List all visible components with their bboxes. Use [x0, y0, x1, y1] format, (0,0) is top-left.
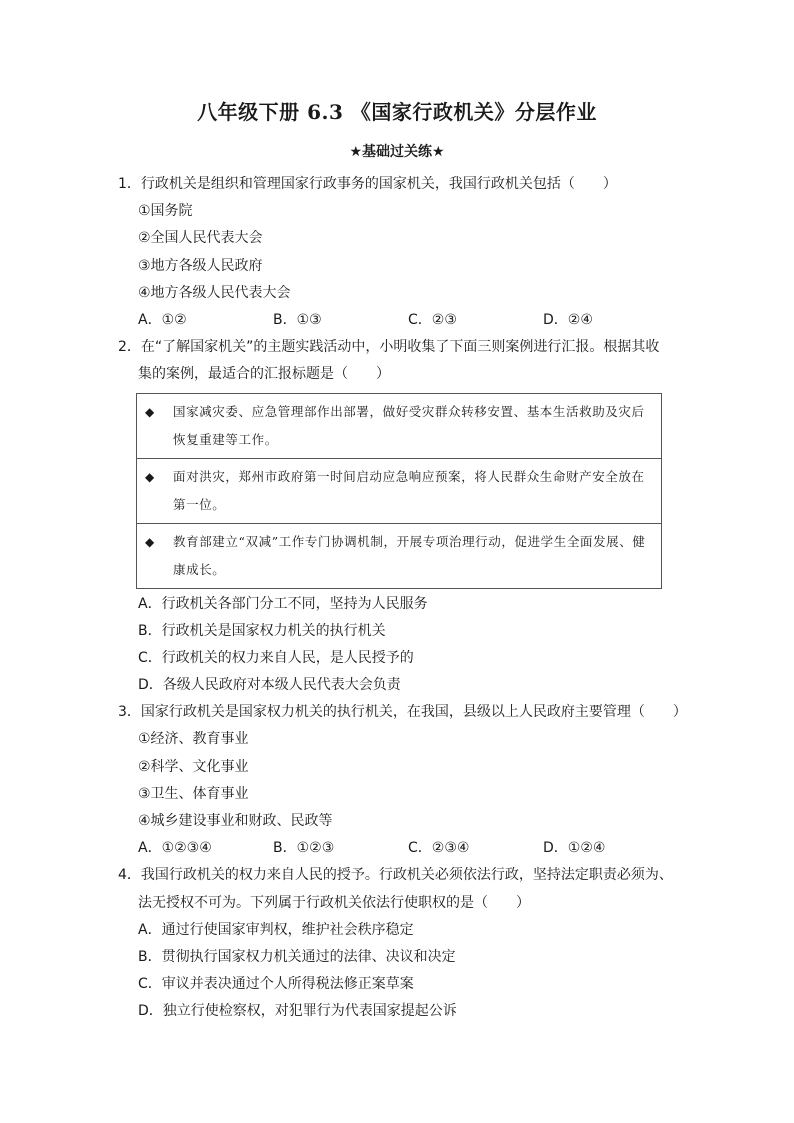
diamond-bullet-icon: ◆: [145, 534, 155, 549]
question-3-item-3: ③卫生、体育事业: [138, 785, 249, 802]
question-3-options: [118, 835, 678, 862]
question-2-option-d[interactable]: D．各级人民政府对本级人民代表大会负责: [138, 677, 401, 694]
question-3-option-a[interactable]: A．①②③④: [138, 840, 212, 857]
diamond-bullet-icon: ◆: [145, 404, 155, 419]
question-4-option-c[interactable]: C．审议并表决通过个人所得税法修正案草案: [138, 976, 414, 993]
question-1-stem: 1．行政机关是组织和管理国家行政事务的国家机关，我国行政机关包括（ ）: [118, 176, 617, 192]
question-1-option-b[interactable]: B．①③: [273, 311, 322, 328]
question-3-item-4: ④城乡建设事业和财政、民政等: [138, 813, 333, 829]
question-2-option-a[interactable]: A．行政机关各部门分工不同，坚持为人民服务: [138, 595, 428, 612]
question-4-stem-line-2: 法无授权不可为。下列属于行政机关依法行使职权的是（ ）: [138, 894, 530, 911]
question-4: [118, 862, 678, 1025]
question-4-option-a[interactable]: A．通过行使国家审判权，维护社会秩序稳定: [138, 921, 414, 938]
question-1-item-2: ②全国人民代表大会: [138, 230, 263, 247]
case-box: [136, 393, 662, 589]
question-3-stem: 3．国家行政机关是国家权力机关的执行机关，在我国，县级以上人民政府主要管理（ ）: [118, 704, 687, 721]
question-3-option-b[interactable]: B．①②③: [273, 840, 335, 857]
question-2-option-b[interactable]: B．行政机关是国家权力机关的执行机关: [138, 622, 386, 639]
page-title: 八年级下册 6.3 《国家行政机关》分层作业: [197, 100, 597, 124]
case-item: [137, 394, 661, 458]
question-1-item-4: ④地方各级人民代表大会: [138, 284, 291, 301]
question-3-option-d[interactable]: D．①②④: [543, 840, 606, 857]
question-1: [118, 171, 678, 334]
question-3: [118, 699, 687, 862]
case-text: 教育部建立“双减”工作专门协调机制，开展专项治理行动，促进学生全面发展、健康成长。: [173, 533, 646, 577]
question-4-option-d[interactable]: D．独立行使检察权，对犯罪行为代表国家提起公诉: [138, 1003, 457, 1020]
case-text: 面对洪灾，郑州市政府第一时间启动应急响应预案，将人民群众生命财产安全放在第一位。: [173, 468, 645, 512]
question-2-stem-line-1: 2．在“了解国家机关”的主题实践活动中，小明收集了下面三则案例进行汇报。根据其收: [118, 339, 660, 356]
case-item: [137, 523, 661, 588]
question-3-item-1: ①经济、教育事业: [138, 731, 249, 748]
question-1-option-d[interactable]: D．②④: [543, 311, 593, 328]
question-1-option-c[interactable]: C．②③: [408, 311, 457, 328]
question-4-option-b[interactable]: B．贯彻执行国家权力机关通过的法律、决议和决定: [138, 948, 456, 965]
diamond-bullet-icon: ◆: [145, 469, 155, 484]
question-2-option-c[interactable]: C．行政机关的权力来自人民，是人民授予的: [138, 649, 414, 666]
question-3-option-c[interactable]: C．②③④: [408, 840, 470, 857]
question-3-item-2: ②科学、文化事业: [138, 758, 249, 775]
case-text: 国家减灾委、应急管理部作出部署，做好受灾群众转移安置、基本生活救助及灾后恢复重建等工作。: [173, 403, 645, 447]
question-list: [118, 171, 687, 1026]
section-heading: ★基础过关练★: [349, 144, 445, 160]
question-1-item-1: ①国务院: [138, 203, 193, 220]
question-2: [118, 334, 678, 699]
question-1-item-3: ③地方各级人民政府: [138, 257, 263, 274]
case-item: [137, 458, 661, 523]
question-2-stem-line-2: 集的案例，最适合的汇报标题是（ ）: [138, 366, 390, 383]
question-4-stem-line-1: 4．我国行政机关的权力来自人民的授予。行政机关必须依法行政，坚持法定职责必须为、: [118, 867, 673, 884]
question-1-option-a[interactable]: A．①②: [138, 311, 187, 328]
question-1-options: [118, 307, 678, 334]
